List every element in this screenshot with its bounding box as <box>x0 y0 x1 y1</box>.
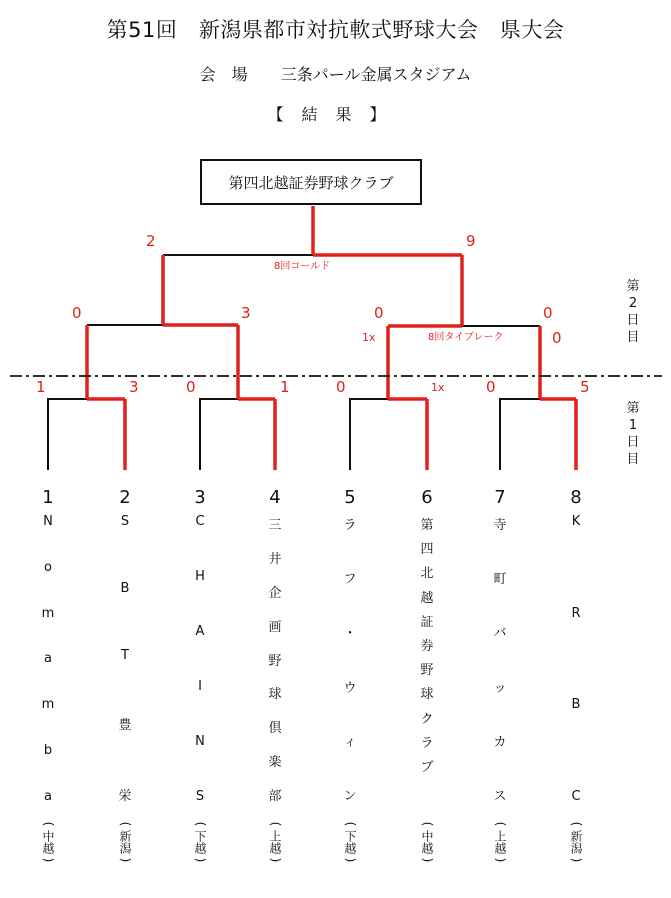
team-6 <box>407 484 447 863</box>
round-label-char: 第 <box>626 401 640 416</box>
result-heading: 【結果】 <box>267 105 404 124</box>
team-name-char: フ <box>343 572 357 588</box>
team-region: ( 下越 ) <box>193 821 207 863</box>
team-region-text: 中越 <box>420 830 434 854</box>
team-name-char: ン <box>343 788 357 804</box>
team-name <box>407 514 447 804</box>
team-name <box>180 514 220 804</box>
score-final-left: 2 <box>146 232 156 250</box>
score-final-right: 9 <box>466 232 476 250</box>
score-qf1-left: 1 <box>36 378 46 396</box>
team-name-char: T <box>121 647 129 663</box>
round-label-char: 日 <box>626 313 640 328</box>
bracket-black-lines <box>47 255 540 470</box>
team-name-char: N <box>43 514 53 529</box>
team-region-text: 中越 <box>41 830 55 854</box>
team-number: 7 <box>494 487 506 508</box>
team-name-char: 第 <box>420 518 434 533</box>
score-sf2-right: 0 <box>543 304 553 322</box>
team-region: ( 上越 ) <box>493 821 507 863</box>
team-name-char: R <box>571 605 581 621</box>
team-name-char: C <box>571 788 581 804</box>
team-name <box>105 514 145 804</box>
team-2 <box>105 484 145 863</box>
team-name-char: 四 <box>420 542 434 558</box>
page-title: 第51回 新潟県都市対抗軟式野球大会 県大会 <box>106 18 565 42</box>
team-name-char: m <box>41 697 55 713</box>
team-name-char: K <box>571 514 581 529</box>
team-name-char: B <box>120 580 130 596</box>
team-name-char: b <box>43 743 53 759</box>
team-name-char: 画 <box>268 619 282 635</box>
team-region: ( 下越 ) <box>343 821 357 863</box>
team-name-char: C <box>195 514 205 529</box>
team-name-char: ウ <box>343 680 357 696</box>
round-label-day2 <box>625 278 641 346</box>
champion-box: 第四北越証券野球クラブ <box>200 159 422 205</box>
team-name-char: 北 <box>420 566 434 582</box>
team-1 <box>28 484 68 863</box>
team-region-text: 上越 <box>268 830 282 854</box>
team-name-char: バ <box>493 626 507 642</box>
team-name-char: N <box>195 734 205 749</box>
round-label-char: 2 <box>628 296 638 311</box>
team-name-char: H <box>195 569 205 584</box>
team-region-text: 新潟 <box>118 830 132 854</box>
team-name-char: ラ <box>343 518 357 533</box>
score-sf2-left: 0 <box>374 304 384 322</box>
team-name-char: 井 <box>268 551 282 567</box>
team-region-text: 下越 <box>343 830 357 854</box>
team-number: 5 <box>344 487 356 508</box>
score-qf3-right: 1x <box>431 381 445 394</box>
score-qf2-left: 0 <box>186 378 196 396</box>
team-region: ( 新潟 ) <box>569 821 583 863</box>
team-name-char: 寺 <box>493 518 507 533</box>
team-name-char: ィ <box>343 734 357 750</box>
team-number: 8 <box>570 487 582 508</box>
round-label-char: 第 <box>626 279 640 294</box>
round-label-day1 <box>625 400 641 468</box>
team-7 <box>480 484 520 863</box>
team-number: 4 <box>269 487 281 508</box>
round-label-char: 目 <box>626 330 640 345</box>
team-number: 1 <box>42 487 54 508</box>
team-name-char: 野 <box>420 663 434 679</box>
team-name <box>255 514 295 804</box>
score-sf2-left-extra: 1x <box>362 331 376 344</box>
team-name-char: 野 <box>268 653 282 669</box>
team-name-char: A <box>195 624 205 639</box>
score-sf2-right-extra: 0 <box>552 329 562 347</box>
team-name-char: 券 <box>420 638 434 654</box>
round-label-char: 1 <box>628 418 638 433</box>
team-number: 3 <box>194 487 206 508</box>
team-5 <box>330 484 370 863</box>
team-name-char: 倶 <box>268 721 282 737</box>
team-name-char: 球 <box>420 687 434 703</box>
team-number: 2 <box>119 487 131 508</box>
score-qf3-left: 0 <box>336 378 346 396</box>
note-final: 8回コールド <box>274 261 331 272</box>
team-name <box>556 514 596 804</box>
team-name-char: ス <box>493 788 507 804</box>
team-name <box>330 514 370 804</box>
team-name-char: 町 <box>493 572 507 588</box>
team-region-text: 新潟 <box>569 830 583 854</box>
team-name-char: S <box>195 789 205 804</box>
team-name-char: 豊 <box>118 718 132 734</box>
score-qf1-right: 3 <box>129 378 139 396</box>
team-number: 6 <box>421 487 433 508</box>
team-name-char: I <box>198 679 202 694</box>
team-name <box>480 514 520 804</box>
team-name-char: ラ <box>420 735 434 751</box>
venue-name: 三条パール金属スタジアム <box>280 65 472 84</box>
team-name-char: 三 <box>268 518 282 533</box>
team-name-char: ク <box>420 711 434 727</box>
team-name-char: ッ <box>493 680 507 696</box>
score-qf4-left: 0 <box>486 378 496 396</box>
team-name-char: B <box>571 697 581 713</box>
team-name-char: カ <box>493 734 507 750</box>
team-name-char: 栄 <box>118 789 132 804</box>
team-name-char: m <box>41 605 55 621</box>
team-name-char: 部 <box>268 789 282 804</box>
team-name-char: 企 <box>268 585 282 601</box>
score-sf1-right: 3 <box>241 304 251 322</box>
team-name-char: a <box>44 788 52 804</box>
team-region: ( 中越 ) <box>420 821 434 863</box>
round-label-char: 日 <box>626 435 640 450</box>
score-qf2-right: 1 <box>280 378 290 396</box>
team-name-char: ブ <box>420 759 434 775</box>
team-name-char: ・ <box>343 626 357 642</box>
score-qf4-right: 5 <box>580 378 590 396</box>
team-region: ( 新潟 ) <box>118 821 132 863</box>
team-name-char: o <box>44 559 52 575</box>
team-name-char: 楽 <box>268 755 282 771</box>
team-region: ( 上越 ) <box>268 821 282 863</box>
team-region-text: 上越 <box>493 830 507 854</box>
round-label-char: 目 <box>626 452 640 467</box>
team-4 <box>255 484 295 863</box>
team-name <box>28 514 68 804</box>
team-8 <box>556 484 596 863</box>
venue-label: 会 場 <box>199 65 248 84</box>
team-name-char: 証 <box>420 614 434 630</box>
team-name-char: 越 <box>420 590 434 606</box>
team-region: ( 中越 ) <box>41 821 55 863</box>
team-name-char: 球 <box>268 687 282 703</box>
score-sf1-left: 0 <box>72 304 82 322</box>
team-region-text: 下越 <box>193 830 207 854</box>
team-3 <box>180 484 220 863</box>
team-name-char: S <box>120 514 130 529</box>
team-name-char: a <box>44 651 52 667</box>
note-sf2: 8回タイブレーク <box>428 332 504 343</box>
